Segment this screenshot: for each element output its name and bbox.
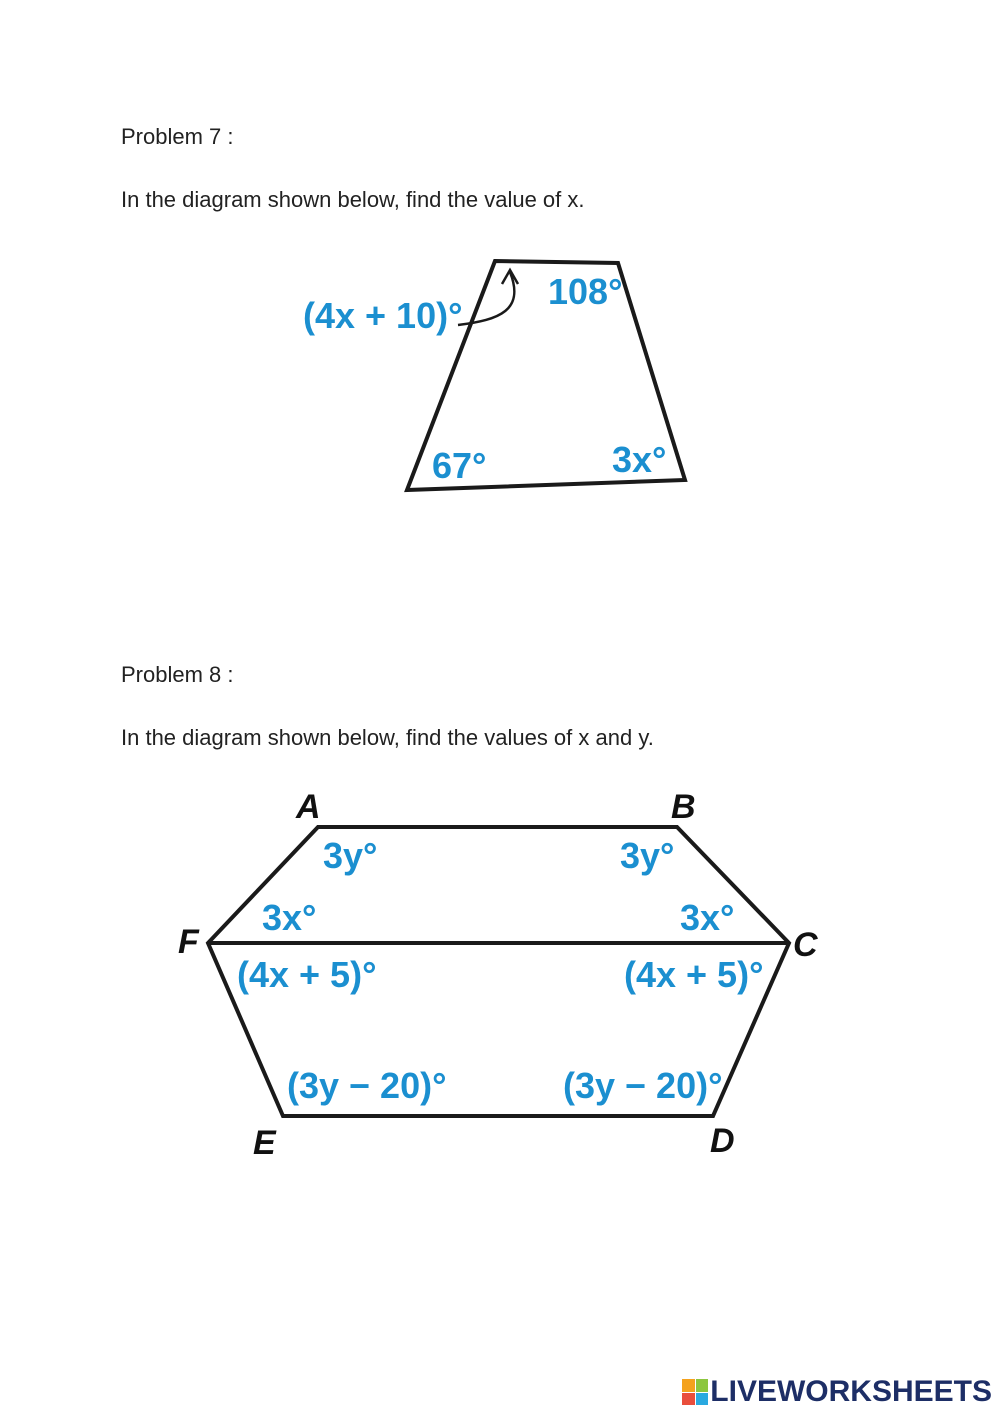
vertex-c-label: C <box>793 926 818 964</box>
angle-label-top-left: (4x + 10)° <box>303 295 463 336</box>
vertex-a-label: A <box>296 788 321 826</box>
angle-label-a: 3y° <box>323 835 378 876</box>
problem-7-heading: Problem 7 : <box>121 124 234 149</box>
angle-label-c-top: 3x° <box>680 897 735 938</box>
problem-7-prompt: In the diagram shown below, find the value of x. <box>121 187 585 212</box>
vertex-e-label: E <box>253 1124 276 1162</box>
angle-label-b: 3y° <box>620 835 675 876</box>
angle-label-e: (3y − 20)° <box>287 1065 447 1106</box>
angle-label-c-bottom: (4x + 5)° <box>624 954 764 995</box>
vertex-b-label: B <box>671 788 696 826</box>
liveworksheets-logo <box>682 1375 992 1409</box>
vertex-d-label: D <box>710 1122 735 1160</box>
angle-label-f-bottom: (4x + 5)° <box>237 954 377 995</box>
angle-label-bottom-left: 67° <box>432 445 487 486</box>
angle-label-d: (3y − 20)° <box>563 1065 723 1106</box>
angle-label-f-top: 3x° <box>262 897 317 938</box>
problem-8-heading: Problem 8 : <box>121 662 234 687</box>
problem-8-prompt: In the diagram shown below, find the values of x and y. <box>121 725 654 750</box>
liveworksheets-logo-icon <box>682 1379 708 1405</box>
liveworksheets-logo-text: LIVEWORKSHEETS <box>710 1375 992 1408</box>
vertex-f-label: F <box>178 923 199 961</box>
angle-label-top-right: 108° <box>548 271 623 312</box>
angle-label-bottom-right: 3x° <box>612 439 667 480</box>
